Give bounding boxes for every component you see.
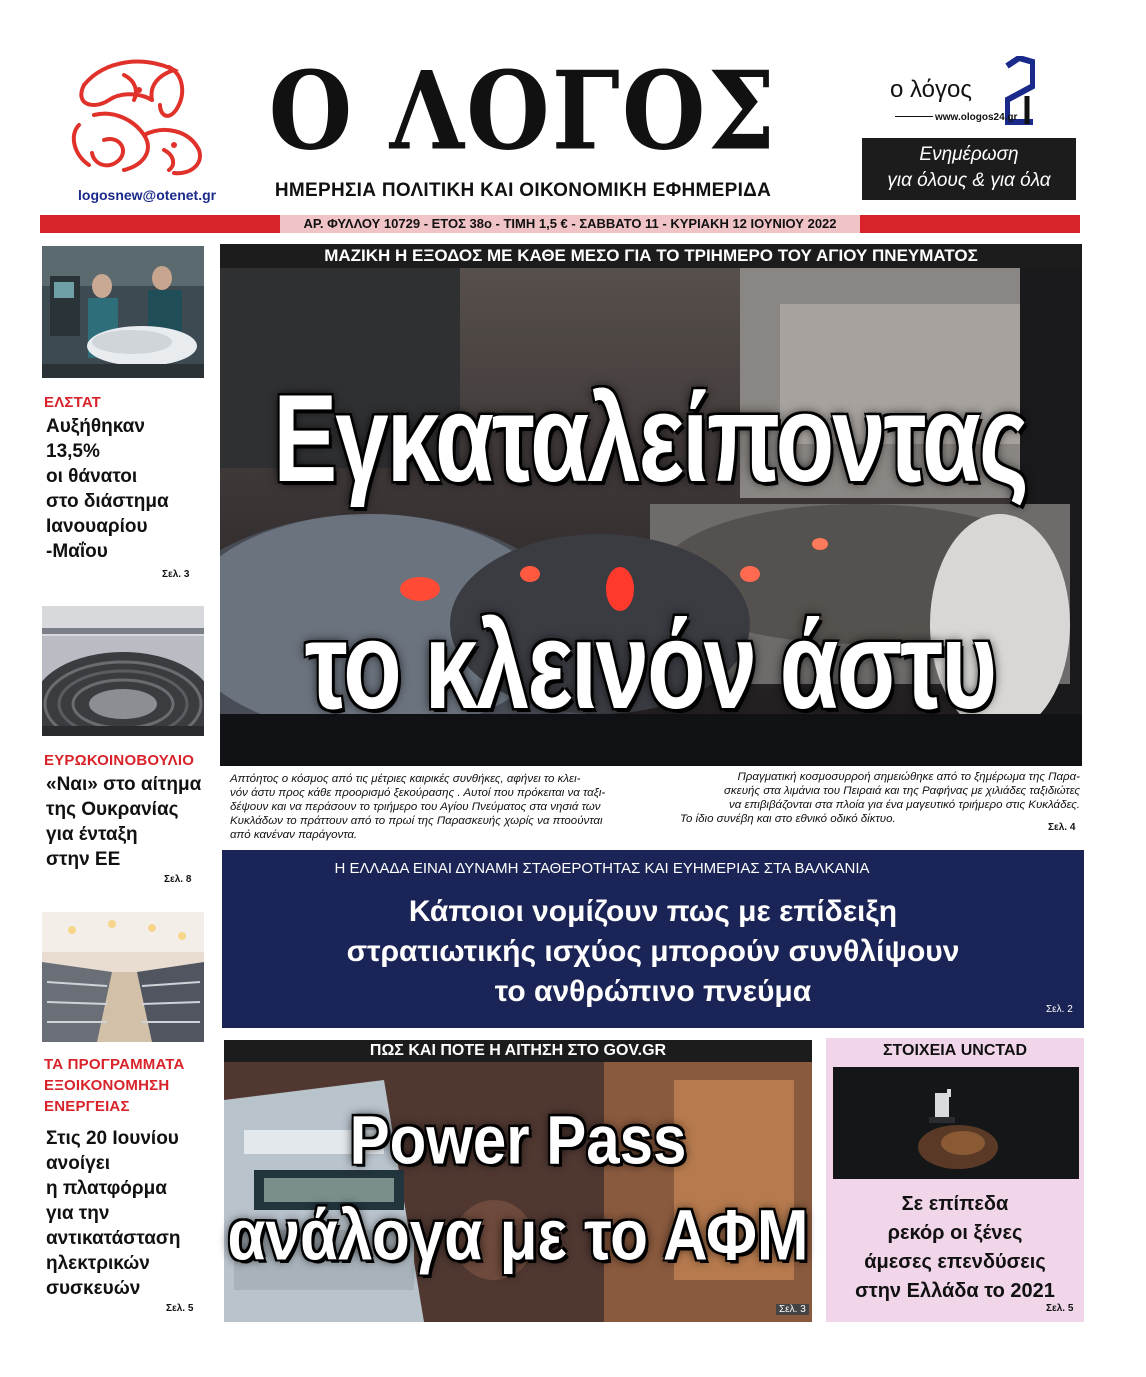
brand24-wordmark xyxy=(890,76,972,104)
powerpass-headline-line-2[interactable]: ανάλογα με το ΑΦΜ xyxy=(227,1196,809,1276)
headline-line: το ανθρώπινο πνεύμα xyxy=(494,975,812,1008)
story-line: στην ΕΕ xyxy=(46,849,121,870)
caption-line: Κυκλάδων το πράττουν από το πρωί της Παρασκευής χωρίς να πτοούνται xyxy=(230,815,603,827)
brand24-url[interactable]: www.ologos24.gr xyxy=(935,112,1018,123)
balkans-headline[interactable] xyxy=(222,892,1084,1012)
caption-line: δέψουν και να περάσουν το τριήμερο του Αγίου Πνεύματος στα νησιά των xyxy=(230,801,601,813)
newspaper-title: Ο ΛΟΓΟΣ xyxy=(268,47,778,175)
slogan-box xyxy=(862,138,1076,200)
story-line: ηλεκτρικών xyxy=(46,1253,150,1274)
headline-line: ρεκόρ οι ξένες xyxy=(887,1222,1023,1244)
caption-line: σκευής στα λιμάνια του Πειραιά και της Ραφήνας με χιλιάδες ταξιδιώτες xyxy=(723,785,1080,797)
story-line: η πλατφόρμα xyxy=(46,1178,167,1199)
powerpass-kicker: ΠΩΣ ΚΑΙ ΠΟΤΕ Η ΑΙΤΗΣΗ ΣΤΟ GOV.GR xyxy=(224,1040,812,1062)
unctad-kicker: ΣΤΟΙΧΕΙΑ UNCTAD xyxy=(882,1042,1028,1059)
story-line: αντικατάσταση xyxy=(46,1228,181,1249)
main-caption-left xyxy=(230,772,650,842)
story-line: συσκευών xyxy=(46,1278,141,1299)
story-line: της Ουκρανίας xyxy=(46,799,179,820)
page-ref: Σελ. 5 xyxy=(166,1303,194,1314)
sidebar-story-europarl[interactable] xyxy=(46,772,201,872)
tag-line: ΤΑ ΠΡΟΓΡΑΜΜΑΤΑ xyxy=(44,1056,185,1073)
electricity-meter-photo xyxy=(224,1040,812,1322)
page-ref: Σελ. 2 xyxy=(1046,1004,1073,1015)
page-ref: Σελ. 5 xyxy=(1046,1303,1074,1314)
balkans-kicker: Η ΕΛΛΑΔΑ ΕΙΝΑΙ ΔΥΝΑΜΗ ΣΤΑΘΕΡΟΤΗΤΑΣ ΚΑΙ ΕΥΗΜΕΡΙΑΣ ΣΤΑ ΒΑΛΚΑΝΙΑ xyxy=(334,860,870,877)
story-line: Ιανουαρίου xyxy=(46,516,148,537)
main-headline-line-2[interactable]: το κλεινόν άστυ xyxy=(304,596,996,736)
sidebar-tag-elstat: ΕΛΣΤΑΤ xyxy=(44,394,102,411)
contact-email[interactable]: logosnew@otenet.gr xyxy=(78,187,217,203)
main-headline-line-1[interactable]: Εγκαταλείποντας xyxy=(273,369,1027,509)
caption-line: Το ίδιο συνέβη και στο εθνικό οδικό δίκτυο. xyxy=(680,813,896,825)
slogan-line-2: για όλους & για όλα xyxy=(887,170,1051,191)
brand24-label: ο λόγος xyxy=(890,76,972,103)
headline-line: Σε επίπεδα xyxy=(901,1193,1009,1215)
caption-line: από κανέναν παράγοντα. xyxy=(230,829,358,841)
page-ref: Σελ. 3 xyxy=(776,1304,809,1315)
slogan-line-1: Ενημέρωση xyxy=(919,144,1019,165)
page-ref: Σελ. 3 xyxy=(162,569,190,580)
page-ref: Σελ. 4 xyxy=(1048,822,1076,833)
story-line: Στις 20 Ιουνίου xyxy=(46,1128,179,1149)
powerpass-headline-line-1[interactable]: Power Pass xyxy=(349,1101,687,1179)
story-line: 13,5% xyxy=(46,441,100,462)
sidebar-story-energy[interactable] xyxy=(46,1126,181,1301)
tag-line: ΕΝΕΡΓΕΙΑΣ xyxy=(44,1098,130,1115)
newspaper-subtitle: ΗΜΕΡΗΣΙΑ ΠΟΛΙΤΙΚΗ ΚΑΙ ΟΙΚΟΝΟΜΙΚΗ ΕΦΗΜΕΡΙΔΑ xyxy=(274,180,772,201)
story-line: για την xyxy=(46,1203,110,1224)
story-line: «Ναι» στο αίτημα xyxy=(46,774,202,795)
caption-line: νόν άστυ προς κάθε προορισμό ξεκούρασης . Αυτοί που πρόκειται να ταξι- xyxy=(230,787,606,799)
story-line: -Μαΐου xyxy=(46,541,108,562)
headline-line: στην Ελλάδα το 2021 xyxy=(855,1280,1055,1302)
newspaper-logo-illustration xyxy=(64,55,214,185)
main-story-kicker: ΜΑΖΙΚΗ Η ΕΞΟΔΟΣ ΜΕ ΚΑΘΕ ΜΕΣΟ ΓΙΑ ΤΟ ΤΡΙΗΜΕΡΟ ΤΟΥ ΑΓΙΟΥ ΠΝΕΥΜΑΤΟΣ xyxy=(220,244,1082,268)
story-line: ανοίγει xyxy=(46,1153,110,1174)
story-line: οι θάνατοι xyxy=(46,466,138,487)
issue-info: ΑΡ. ΦΥΛΛΟΥ 10729 - ΕΤΟΣ 38ο - ΤΙΜΗ 1,5 € - ΣΑΒΒΑΤΟ 11 - ΚΥΡΙΑΚΗ 12 ΙΟΥΝΙΟΥ 2022 xyxy=(280,215,860,233)
parliament-photo xyxy=(42,606,204,736)
story-line: Αυξήθηκαν xyxy=(46,416,145,437)
brand24-rule xyxy=(895,116,933,117)
headline-line: στρατιωτικής ισχύος μπορούν συνθλίψουν xyxy=(346,935,960,968)
appliances-photo xyxy=(42,912,204,1042)
unctad-headline[interactable] xyxy=(826,1190,1084,1306)
tag-line: ΕΞΟΙΚΟΝΟΜΗΣΗ xyxy=(44,1077,170,1094)
story-line: στο διάστημα xyxy=(46,491,169,512)
sidebar-tag-energy xyxy=(44,1054,185,1117)
main-caption-right xyxy=(660,770,1080,826)
caption-line: Πραγματική κοσμοσυρροή σημειώθηκε από το ξημέρωμα της Παρα- xyxy=(737,771,1080,783)
caption-line: να επιβιβάζονται στα πλοία για ένα μαγευτικό τριήμερο στις Κυκλάδες. xyxy=(729,799,1080,811)
sidebar-story-elstat[interactable] xyxy=(46,414,169,564)
page-ref: Σελ. 8 xyxy=(164,874,192,885)
sidebar-tag-europarl: ΕΥΡΩΚΟΙΝΟΒΟΥΛΙΟ xyxy=(44,752,195,769)
caption-line: Απτόητος ο κόσμος από τις μέτριες καιρικές συνθήκες, αφήνει το κλει- xyxy=(230,773,581,785)
headline-line: Κάποιοι νομίζουν πως με επίδειξη xyxy=(408,895,898,928)
investment-photo xyxy=(833,1067,1079,1179)
headline-line: άμεσες επενδύσεις xyxy=(864,1251,1046,1273)
story-line: για ένταξη xyxy=(46,824,138,845)
hospital-photo xyxy=(42,246,204,378)
